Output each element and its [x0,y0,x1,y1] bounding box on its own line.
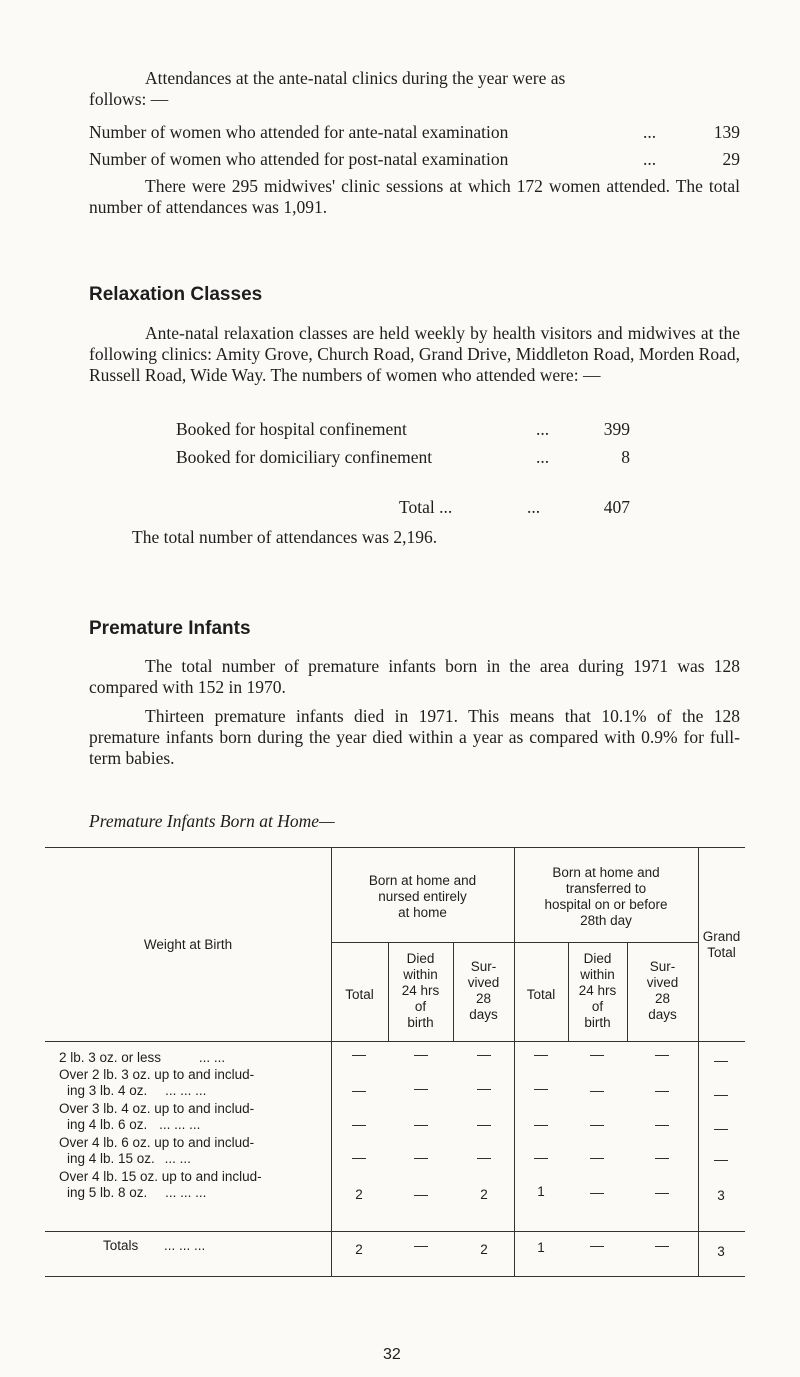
table-totals-cell-6: — [655,1237,669,1253]
table-totals-cell-5: — [590,1237,604,1253]
table-row-1-label-text: 2 lb. 3 oz. or less [59,1050,162,1065]
table-row-3-cell-1: — [352,1116,366,1132]
header-weight-at-birth: Weight at Birth [143,937,233,952]
domiciliary-booking-dots: ... [536,447,550,467]
premature-paragraph-1: The total number of premature infants born in the area during 1971 was 128 compared with 152 in 1970. [89,656,740,697]
table-row-1-cell-3: — [477,1046,491,1062]
header-group-transferred [514,865,698,929]
table-row-3-label-line-2: ing 4 lb. 6 oz. [67,1117,148,1132]
subheader-home-died-line-1: Died [406,951,435,966]
table-totals-top-border [45,1231,745,1232]
table-row-3-cell-7: — [714,1120,728,1136]
header-group-transferred-line-3: hospital on or before [544,897,668,912]
table-row-1-dots: ... ... [198,1050,226,1065]
table-totals-cell-7: 3 [717,1244,725,1259]
header-group-transferred-line-4: 28th day [580,913,632,928]
relaxation-total-dots: ... [527,497,541,517]
subheader-home-survived-line-2: vived [467,975,500,990]
header-group-home-line-3: at home [398,905,447,920]
table-row-3-dots: ... ... ... [159,1117,201,1132]
intro-line-2: follows: — [89,89,169,109]
table-row-1-cell-4: — [534,1046,548,1062]
subheader-home-died-line-5: birth [407,1015,434,1030]
subheader-transferred-total: Total [526,987,556,1002]
table-row-3-label [59,1101,254,1133]
hospital-booking-label: Booked for hospital confinement [176,419,407,439]
table-title: Premature Infants Born at Home— [89,811,335,831]
intro-paragraph [89,68,740,110]
midwives-paragraph: There were 295 midwives' clinic sessions at which 172 women attended. The total number of attendances was 1,091. [89,176,740,217]
table-row-2-cell-7: — [714,1086,728,1102]
relaxation-paragraph: Ante-natal relaxation classes are held weekly by health visitors and midwives at the following clinics: Amity Grove, Church Road, Grand Drive, Middleton Road, Morden Road, Russell Road, Wide Way. The numbers of women who attended were: — [89,323,740,385]
table-totals-label [103,1238,205,1254]
subheader-transferred-survived-line-1: Sur- [649,959,676,974]
subheader-transferred-survived-line-2: vived [646,975,679,990]
table-row-4-label [59,1135,254,1167]
subheader-transferred-survived-line-4: days [648,1007,677,1022]
table-row-5-cell-6: — [655,1184,669,1200]
subheader-home-died-line-4: of [414,999,427,1014]
domiciliary-booking-label: Booked for domiciliary confinement [176,447,433,467]
subheader-transferred-survived-line-3: 28 [654,991,671,1006]
table-row-4-cell-1: — [352,1149,366,1165]
header-group-transferred-line-2: transferred to [565,881,647,896]
table-row-2-cell-6: — [655,1082,669,1098]
table-row-1-cell-2: — [414,1046,428,1062]
table-row-4-label-line-1: Over 4 lb. 6 oz. up to and includ- [59,1135,255,1150]
table-row-2-label-line-1: Over 2 lb. 3 oz. up to and includ- [59,1067,255,1082]
table-row-1-cell-6: — [655,1046,669,1062]
table-row-5-cell-5: — [590,1184,604,1200]
table-bottom-border [45,1276,745,1277]
subheader-transferred-died-line-4: of [591,999,604,1014]
postnatal-row-label: Number of women who attended for post-natal examination [89,149,509,169]
table-row-2-label-line-2: ing 3 lb. 4 oz. [67,1083,148,1098]
header-grand-total-line-1: Grand [702,929,741,944]
table-row-5-cell-4: 1 [537,1184,545,1199]
relaxation-total-value: 407 [603,497,630,517]
header-group-home [331,873,514,921]
table-row-5-dots: ... ... ... [165,1185,207,1200]
table-row-3-cell-4: — [534,1116,548,1132]
table-row-5-label-line-1: Over 4 lb. 15 oz. up to and includ- [59,1169,262,1184]
relaxation-heading: Relaxation Classes [89,284,263,305]
subheader-home-survived-line-1: Sur- [470,959,497,974]
subheader-transferred-died-line-5: birth [584,1015,611,1030]
subheader-transferred-died-line-2: within [580,967,615,982]
postnatal-row-dots: ... [643,149,657,169]
table-row-5-label-line-2: ing 5 lb. 8 oz. [67,1185,148,1200]
table-row-4-cell-3: — [477,1149,491,1165]
subheader-transferred-died-line-1: Died [583,951,612,966]
table-row-4-dots: ... ... [164,1151,191,1166]
subheader-home-survived-line-4: days [469,1007,498,1022]
table-totals-dots: ... ... ... [164,1238,206,1253]
header-grand-total-line-2: Total [707,945,736,960]
table-row-5-cell-3: 2 [480,1187,488,1202]
hospital-booking-value: 399 [603,419,630,439]
subheader-home-died [388,951,453,1031]
table-row-4-cell-5: — [590,1149,604,1165]
antenatal-row-value: 139 [713,122,740,142]
table-row-5-cell-2: — [414,1186,428,1202]
antenatal-row-label: Number of women who attended for ante-natal examination [89,122,509,142]
subheader-transferred-survived [627,959,698,1023]
table-row-3-cell-3: — [477,1116,491,1132]
table-row-3-cell-2: — [414,1116,428,1132]
subheader-home-total: Total [345,987,374,1002]
relaxation-attendances: The total number of attendances was 2,196. [132,527,438,547]
table-row-2-label [59,1067,254,1099]
antenatal-row-dots: ... [643,122,657,142]
domiciliary-booking-value: 8 [621,447,630,467]
subheader-transferred-died [568,951,627,1031]
table-totals-cell-4: 1 [537,1240,545,1255]
premature-heading: Premature Infants [89,618,251,639]
hospital-booking-dots: ... [536,419,550,439]
table-row-3-cell-5: — [590,1116,604,1132]
table-row-5-cell-1: 2 [355,1187,363,1202]
table-row-3-label-line-1: Over 3 lb. 4 oz. up to and includ- [59,1101,255,1116]
table-row-5-cell-7: 3 [717,1188,725,1203]
table-row-4-cell-2: — [414,1149,428,1165]
table-top-border [45,847,745,848]
table-totals-label-text: Totals [103,1238,139,1253]
header-group-transferred-line-1: Born at home and [552,865,660,880]
table-row-2-cell-5: — [590,1082,604,1098]
intro-line-1: Attendances at the ante-natal clinics during the year were as [145,68,566,88]
table-row-5-label [59,1169,262,1201]
table-row-1-label [59,1050,225,1066]
table-row-1-cell-7: — [714,1052,728,1068]
table-row-4-cell-7: — [714,1151,728,1167]
relaxation-total-label: Total ... [399,497,453,517]
table-row-2-cell-2: — [414,1080,428,1096]
header-grand-total [698,929,745,961]
postnatal-row-value: 29 [722,149,740,169]
table-row-4-cell-4: — [534,1149,548,1165]
table-totals-cell-2: — [414,1237,428,1253]
table-row-2-cell-4: — [534,1080,548,1096]
table-totals-cell-1: 2 [355,1242,363,1257]
table-row-2-cell-1: — [352,1082,366,1098]
premature-paragraph-2: Thirteen premature infants died in 1971. This means that 10.1% of the 128 premature infants born during the year died within a year as compared with 0.9% for full-term babies. [89,706,740,768]
header-group-home-line-1: Born at home and [368,873,477,888]
table-row-3-cell-6: — [655,1116,669,1132]
premature-infants-table [45,847,745,1277]
table-row-2-dots: ... ... ... [165,1083,207,1098]
table-row-1-cell-5: — [590,1046,604,1062]
table-row-4-label-line-2: ing 4 lb. 15 oz. [67,1151,155,1166]
subheader-home-survived [453,959,514,1023]
subheader-home-survived-line-3: 28 [475,991,492,1006]
subheader-home-died-line-2: within [403,967,438,982]
table-totals-cell-3: 2 [480,1242,488,1257]
table-row-4-cell-6: — [655,1149,669,1165]
subheader-transferred-died-line-3: 24 hrs [578,983,617,998]
page-number: 32 [383,1346,401,1363]
table-row-2-cell-3: — [477,1080,491,1096]
table-row-1-cell-1: — [352,1046,366,1062]
header-group-home-line-2: nursed entirely [378,889,467,904]
subheader-home-died-line-3: 24 hrs [401,983,440,998]
table-col-divider-7 [698,847,699,1277]
table-header-bottom-border [45,1041,745,1042]
